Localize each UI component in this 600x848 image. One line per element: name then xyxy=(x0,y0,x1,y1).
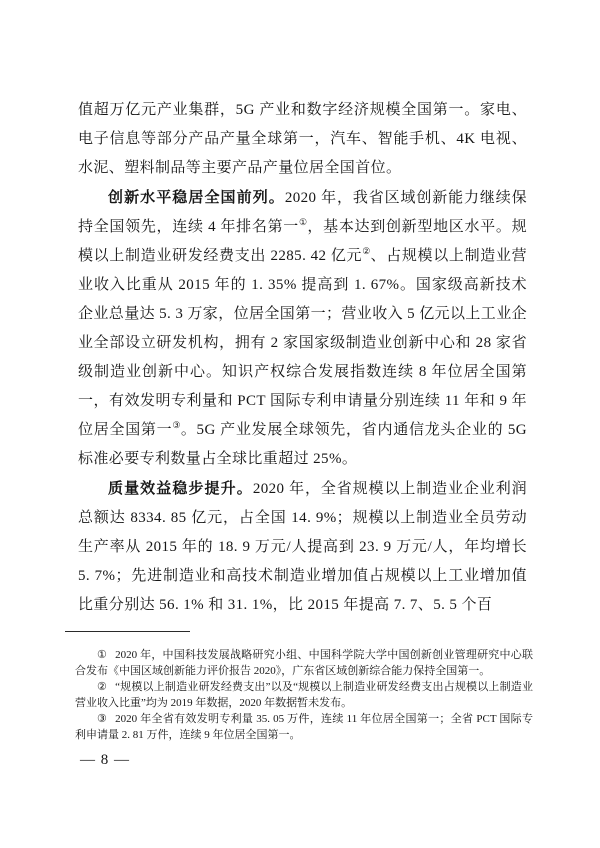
footnote-ref: ② xyxy=(362,246,371,256)
footnote-text: 2020 年，中国科技发展战略研究小组、中国科学院大学中国创新创业管理研究中心联合发布《中国区域创新能力评价报告 2020》，广东省区域创新综合能力保持全国第一。 xyxy=(75,649,533,677)
paragraph-lead: 创新水平稳居全国前列。 xyxy=(108,189,285,206)
footnotes xyxy=(75,647,533,743)
footnote-item xyxy=(75,647,533,679)
footnote-separator xyxy=(65,631,190,632)
footnote-item xyxy=(75,679,533,711)
paragraph-text: 2020 年，全省规模以上制造业企业利润总额达 8334. 85 亿元，占全国 14. 9%；规模以上制造业全员劳动生产率从 2015 年的 18. 9 万元/人提高到 23. 9 万元/人，年均增长 5. 7%；先进制造业和高技术制造业增加值占规模以上工业增加值比重分别达 56. 1% 和 31. 1%，比 2015 年提高 7. 7、5. 5 个百 xyxy=(78,481,527,613)
paragraph xyxy=(78,96,527,183)
footnote-text: 2020 年全省有效发明专利量 35. 05 万件，连续 11 年位居全国第一；全省 PCT 国际专利申请量 2. 81 万件，连续 9 年位居全国第一。 xyxy=(75,713,533,741)
footnote-marker: ③ xyxy=(97,713,108,725)
footnote-item xyxy=(75,711,533,743)
paragraph-text: 。5G 产业发展全球领先，省内通信龙头企业的 5G 标准必要专利数量占全球比重超过 25%。 xyxy=(78,422,527,467)
paragraph-text: 、占规模以上制造业营业收入比重从 2015 年的 1. 35% 提高到 1. 67%。国家级高新技术企业总量达 5. 3 万家，位居全国第一；营业收入 5 亿元以上工业企业全部设立研发机构，拥有 2 家国家级制造业创新中心和 28 家省级制造业创新中心。知识产权综合发展指数连续 8 年位居全国第一，有效发明专利量和 PCT 国际专利申请量分别连续 11 年和 9 年位居全国第一 xyxy=(78,248,528,438)
footnote-text: “规模以上制造业研发经费支出”以及“规模以上制造业研发经费支出占规模以上制造业营业收入比重”均为 2019 年数据，2020 年数据暂未发布。 xyxy=(75,681,533,709)
paragraph-lead: 质量效益稳步提升。 xyxy=(108,480,253,497)
footnote-ref: ① xyxy=(299,217,308,227)
paragraph-text: 值超万亿元产业集群，5G 产业和数字经济规模全国第一。家电、电子信息等部分产品产量全球第一，汽车、智能手机、4K 电视、水泥、塑料制品等主要产品产量位居全国首位。 xyxy=(78,102,527,176)
paragraph-text: ，基本达到创新型地区水平。规模以上制造业研发经费支出 2285. 42 亿元 xyxy=(78,219,528,264)
footnote-marker: ① xyxy=(97,649,108,661)
paragraph-text: 2020 年，我省区域创新能力继续保持全国领先，连续 4 年排名第一 xyxy=(78,190,527,235)
footnote-marker: ② xyxy=(97,681,108,693)
paragraph xyxy=(78,183,527,474)
body-text xyxy=(78,96,527,620)
paragraph xyxy=(78,474,527,620)
footnote-ref: ③ xyxy=(172,420,181,430)
page-number: — 8 — xyxy=(80,752,130,768)
